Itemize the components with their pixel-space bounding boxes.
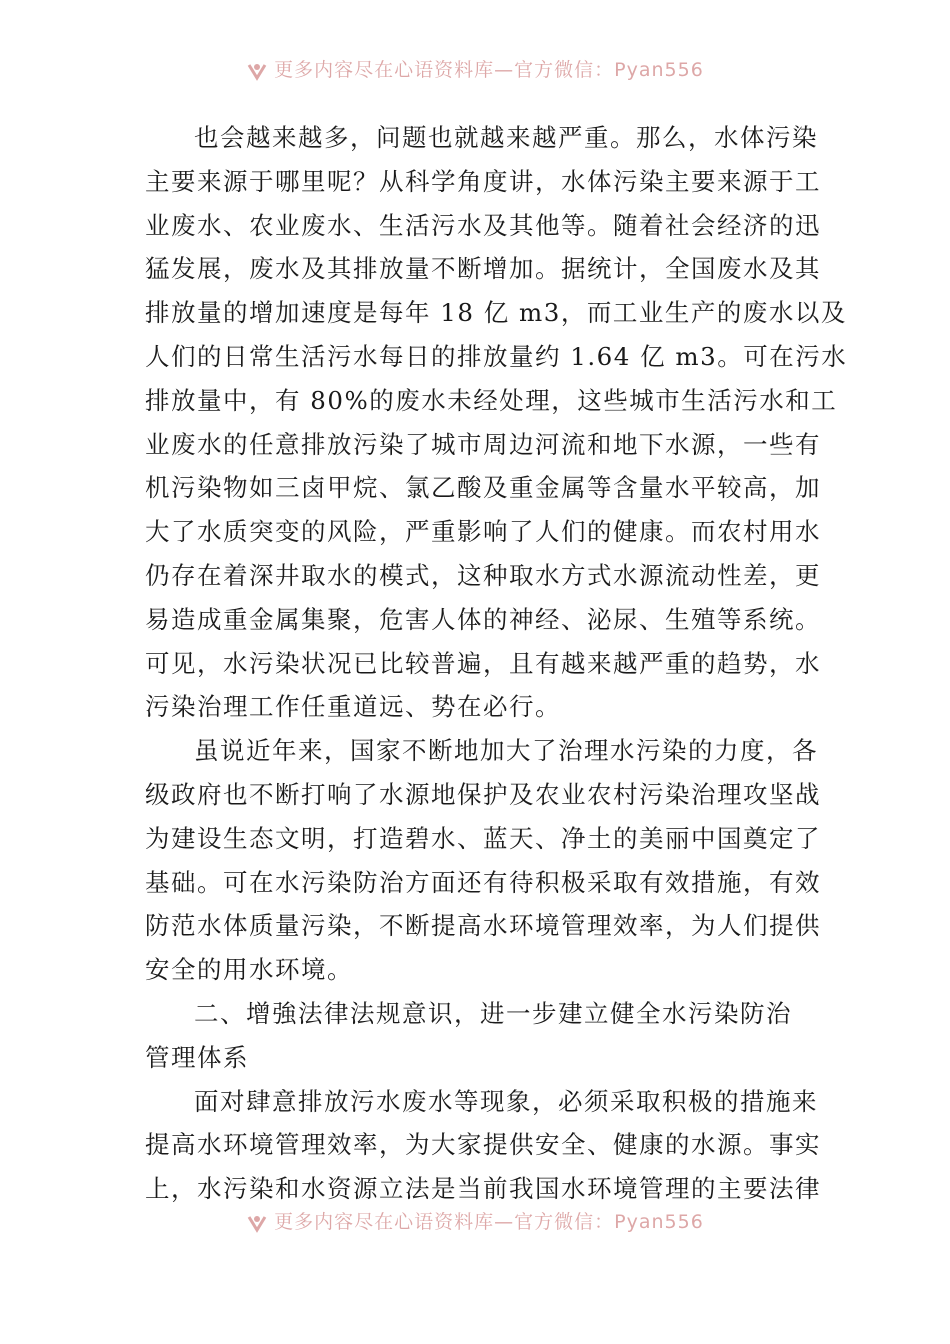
text-line: 易造成重金属集聚，危害人体的神经、泌尿、生殖等系统。 [145, 604, 821, 634]
text-line: 面对肆意排放污水废水等现象，必须采取积极的措施来 [194, 1086, 818, 1116]
text-line: 为建设生态文明，打造碧水、蓝天、净土的美丽中国奠定了 [145, 823, 821, 853]
text-line: 污染治理工作任重道远、势在必行。 [145, 692, 561, 722]
document-body [145, 116, 848, 1211]
text-line: 提高水环境管理效率，为大家提供安全、健康的水源。事实 [145, 1130, 821, 1160]
text-line: 业废水的任意排放污染了城市周边河流和地下水源，一些有 [145, 429, 821, 459]
text-line: 基础。可在水污染防治方面还有待积极采取有效措施，有效 [145, 867, 821, 897]
text-line: 安全的用水环境。 [145, 955, 353, 985]
text-line: 虽说近年来，国家不断地加大了治理水污染的力度，各 [194, 736, 818, 766]
watermark-text: 更多内容尽在心语资料库—官方微信：Pyan556 [274, 1211, 704, 1233]
text-line: 排放量中，有 80%的废水未经处理，这些城市生活污水和工 [145, 385, 838, 415]
header-watermark [0, 54, 950, 86]
text-line: 防范水体质量污染，不断提高水环境管理效率，为人们提供 [145, 911, 821, 941]
text-line: 可见，水污染状况已比较普遍，且有越来越严重的趋势，水 [145, 648, 821, 678]
text-line: 也会越来越多，问题也就越来越严重。那么，水体污染 [194, 123, 818, 152]
text-line: 机污染物如三卤甲烷、氯乙酸及重金属等含量水平较高，加 [145, 473, 821, 503]
brand-logo-icon [246, 60, 268, 82]
text-line: 业废水、农业废水、生活污水及其他等。随着社会经济的迅 [145, 210, 821, 240]
text-line: 排放量的增加速度是每年 18 亿 m3，而工业生产的废水以及 [145, 298, 847, 328]
text-line: 主要来源于哪里呢？从科学角度讲，水体污染主要来源于工 [145, 166, 821, 196]
brand-logo-icon [246, 1212, 268, 1234]
text-line: 人们的日常生活污水每日的排放量约 1.64 亿 m3。可在污水 [145, 341, 848, 371]
footer-watermark [0, 1206, 950, 1238]
text-line: 上，水污染和水资源立法是当前我国水环境管理的主要法律 [145, 1174, 821, 1204]
text-line: 二、增強法律法规意识，进一步建立健全水污染防治 [194, 998, 792, 1028]
watermark-text: 更多内容尽在心语资料库—官方微信：Pyan556 [274, 59, 704, 81]
text-line: 仍存在着深井取水的模式，这种取水方式水源流动性差，更 [145, 560, 821, 590]
text-line: 管理体系 [145, 1042, 249, 1072]
text-line: 大了水质突变的风险，严重影响了人们的健康。而农村用水 [145, 517, 821, 547]
text-line: 猛发展，废水及其排放量不断增加。据统计，全国废水及其 [145, 254, 821, 284]
text-line: 级政府也不断打响了水源地保护及农业农村污染治理攻坚战 [145, 779, 821, 809]
